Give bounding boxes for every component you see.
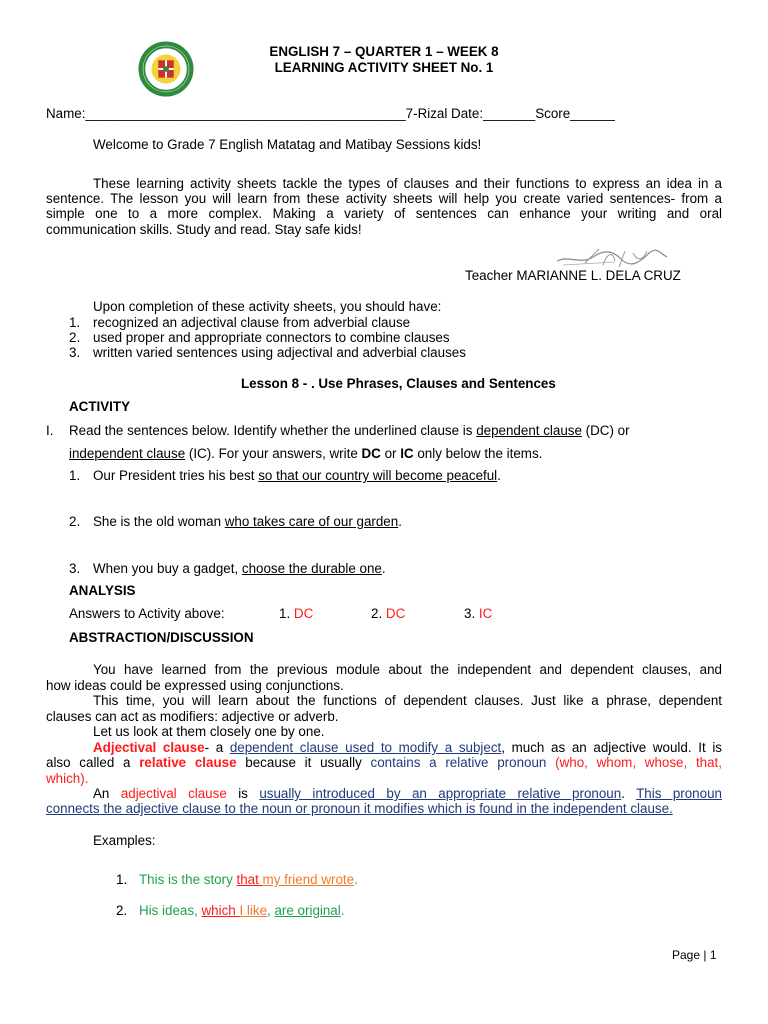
objective-text: written varied sentences using adjectival and adverbial clauses [93,345,466,360]
page-number: 1 [709,948,717,962]
abstraction-p1-line2: how ideas could be expressed using conjunctions. [46,678,344,693]
activity-instruction-line1: Read the sentences below. Identify whether the underlined clause is dependent clause (DC) or [69,423,630,438]
sheet-title-line2: LEARNING ACTIVITY SHEET No. 1 [274,60,494,75]
welcome-text: Welcome to Grade 7 English Matatag and Matibay Sessions kids! [93,137,482,152]
answer-2: 2. DC [371,606,406,621]
page-label: Page [672,948,701,962]
activity-instruction-line2: independent clause (IC). For your answers, write DC or IC only below the items. [69,446,543,461]
examples-heading: Examples: [93,833,156,848]
objectives-lead: Upon completion of these activity sheets, you should have: [93,299,442,314]
abstraction-p2-line1: This time, you will learn about the functions of dependent clauses. Just like a phrase, dependent [93,693,722,708]
activity-item-sentence: She is the old woman who takes care of our garden. [93,514,402,529]
abstraction-p1-line1: You have learned from the previous module about the independent and dependent clauses, and [93,662,722,677]
answer-3: 3. IC [464,606,493,621]
objective-number: 3. [69,345,81,360]
activity-heading: ACTIVITY [69,399,131,414]
activity-item-sentence: When you buy a gadget, choose the durable one. [93,561,386,576]
relative-pronoun-list-end: which). [46,771,89,786]
pronoun-connects-line: connects the adjective clause to the noun or pronoun it modifies which is found in the independent clause. [46,801,673,816]
activity-item-number: 3. [69,561,81,576]
example-1-sentence: This is the story that my friend wrote. [139,872,358,887]
analysis-label: Answers to Activity above: [69,606,225,621]
example-number: 2. [116,903,128,918]
teacher-name: Teacher MARIANNE L. DELA CRUZ [465,268,681,283]
page-separator: | [703,948,707,962]
activity-roman-numeral: I. [46,423,54,438]
intro-line-3: simple one to a more complex. Making a variety of sentences can enhance your writing and oral [46,206,722,221]
page-footer [672,948,717,962]
intro-line-4: communication skills. Study and read. Stay safe kids! [46,222,362,237]
objective-number: 1. [69,315,81,330]
adjectival-clause-intro-line: An adjectival clause is usually introduced by an appropriate relative pronoun. This pronoun [93,786,722,801]
sheet-title-line1: ENGLISH 7 – QUARTER 1 – WEEK 8 [269,44,499,59]
objective-text: used proper and appropriate connectors to combine clauses [93,330,450,345]
intro-line-2: sentence. The lesson you will learn from these activity sheets will help you create varied sentences- from a [46,191,722,206]
objective-number: 2. [69,330,81,345]
activity-item-number: 2. [69,514,81,529]
adjectival-clause-definition: Adjectival clause- a dependent clause used to modify a subject, much as an adjective would. It is [93,740,722,755]
analysis-heading: ANALYSIS [69,583,136,598]
answer-1: 1. DC [279,606,314,621]
activity-item-sentence: Our President tries his best so that our country will become peaceful. [93,468,501,483]
objective-text: recognized an adjectival clause from adverbial clause [93,315,411,330]
example-number: 1. [116,872,128,887]
abstraction-p3: Let us look at them closely one by one. [93,724,325,739]
example-2-sentence: His ideas, which I like, are original. [139,903,345,918]
abstraction-heading: ABSTRACTION/DISCUSSION [69,630,254,645]
abstraction-p2-line2: clauses can act as modifiers: adjective or adverb. [46,709,339,724]
activity-item-number: 1. [69,468,81,483]
intro-line-1: These learning activity sheets tackle the types of clauses and their functions to express an idea in a [93,176,722,191]
lesson-title: Lesson 8 - . Use Phrases, Clauses and Sentences [241,376,556,391]
relative-clause-line: also called a relative clause because it usually contains a relative pronoun (who, whom, whose, that, [46,755,722,770]
student-info-line: Name:___________________________________________7-Rizal Date:_______Score______ [46,106,615,121]
